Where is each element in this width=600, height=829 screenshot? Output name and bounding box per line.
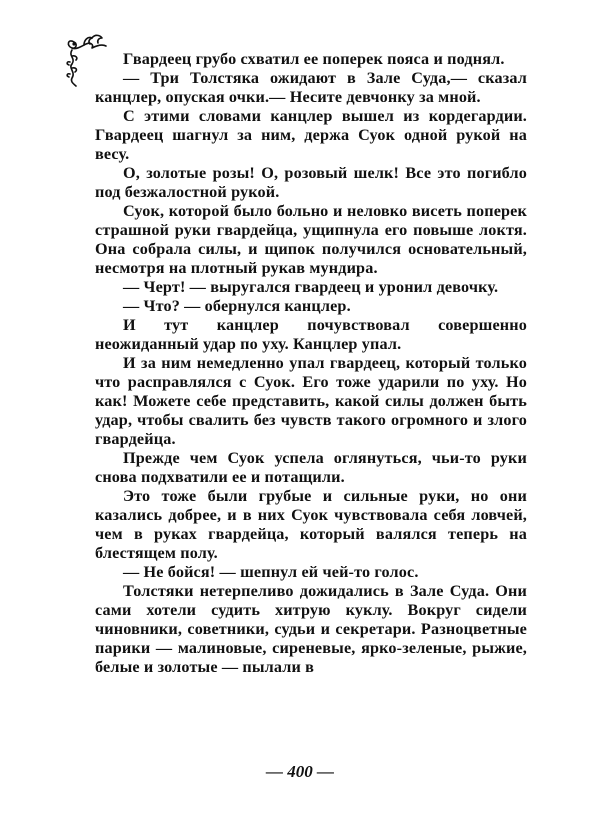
paragraph: Прежде чем Суок успела оглянуться, чьи-то руки снова подхватили ее и потащили. bbox=[95, 449, 527, 486]
paragraph: — Черт! — выругался гвардеец и уронил девочку. bbox=[123, 278, 499, 296]
body-text bbox=[95, 50, 527, 677]
paragraph: Гвардеец грубо схватил ее поперек пояса и поднял. bbox=[123, 50, 505, 68]
paragraph: И за ним немедленно упал гвардеец, который только что расправлялся с Суок. Его тоже ударили по уху. Но как! Можете себе представить, какой силы должен быть удар, чтобы свалить без чувств такого огромного и злого гвардейца. bbox=[95, 354, 527, 448]
paragraph: — Три Толстяка ожидают в Зале Суда,— сказал канцлер, опуская очки.— Несите девчонку за мной. bbox=[95, 69, 527, 106]
paragraph: Суок, которой было больно и неловко висеть поперек страшной руки гвардейца, ущипнула его повыше локтя. Она собрала силы, и щипок получился основательный, несмотря на плотный рукав мундира. bbox=[95, 202, 527, 277]
paragraph: Это тоже были грубые и сильные руки, но они казались добрее, и в них Суок чувствовала себя ловчей, чем в руках гвардейца, который валялся теперь на блестящем полу. bbox=[95, 487, 527, 562]
paragraph: — Что? — обернулся канцлер. bbox=[123, 297, 351, 315]
paragraph: С этими словами канцлер вышел из кордегардии. Гвардеец шагнул за ним, держа Суок одной рукой на весу. bbox=[95, 107, 527, 163]
paragraph: О, золотые розы! О, розовый шелк! Все это погибло под безжалостной рукой. bbox=[95, 164, 527, 201]
page-number: — 400 — bbox=[266, 762, 334, 781]
paragraph: И тут канцлер почувствовал совершенно неожиданный удар по уху. Канцлер упал. bbox=[95, 316, 527, 353]
paragraph: — Не бойся! — шепнул ей чей-то голос. bbox=[123, 563, 419, 581]
paragraph: Толстяки нетерпеливо дожидались в Зале Суда. Они сами хотели судить хитрую куклу. Вокруг сидели чиновники, советники, судьи и секретари. Разноцветные парики — малиновые, сиреневые, ярко-зеленые, рыжие, белые и золотые — пылали в bbox=[95, 582, 527, 676]
